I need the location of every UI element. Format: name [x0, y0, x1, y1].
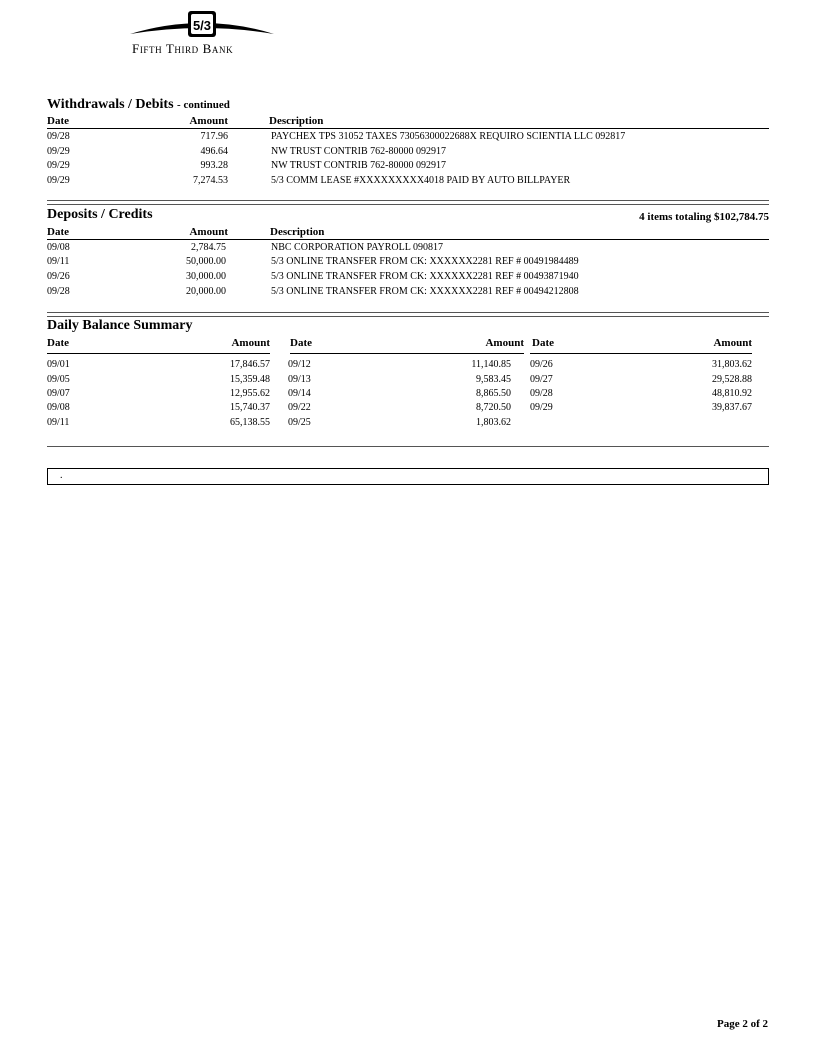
balance-date-header: Date [290, 337, 312, 349]
row-date: 09/29 [47, 175, 70, 186]
balance-amount: 1,803.62 [476, 417, 511, 428]
balance-amount: 15,359.48 [230, 374, 270, 385]
footer-message-text: . [60, 470, 63, 481]
row-amount: 50,000.00 [186, 256, 226, 267]
deposits-title: Deposits / Credits [47, 207, 153, 222]
deposits-date-header: Date [47, 226, 69, 238]
balance-date: 09/28 [530, 388, 553, 399]
withdrawals-continued: - continued [177, 99, 230, 111]
row-description: NBC CORPORATION PAYROLL 090817 [271, 242, 443, 253]
balance-date: 09/26 [530, 359, 553, 370]
balance-amount: 8,720.50 [476, 402, 511, 413]
row-amount: 717.96 [200, 131, 228, 142]
row-amount: 993.28 [200, 160, 228, 171]
deposits-description-header: Description [270, 226, 325, 238]
balance-amount: 29,528.88 [712, 374, 752, 385]
deposits-summary: 4 items totaling $102,784.75 [639, 211, 769, 223]
balance-header-rule [530, 353, 752, 354]
withdrawals-date-header: Date [47, 115, 69, 127]
balance-amount: 12,955.62 [230, 388, 270, 399]
balance-date: 09/08 [47, 402, 70, 413]
row-description: 5/3 ONLINE TRANSFER FROM CK: XXXXXX2281 REF # 00493871940 [271, 271, 579, 282]
withdrawals-title: Withdrawals / Debits - continued [47, 97, 230, 112]
balance-amount: 39,837.67 [712, 402, 752, 413]
balance-date-header: Date [532, 337, 554, 349]
row-date: 09/28 [47, 131, 70, 142]
withdrawals-description-header: Description [269, 115, 324, 127]
balance-amount: 65,138.55 [230, 417, 270, 428]
balance-date: 09/11 [47, 417, 70, 428]
row-description: 5/3 COMM LEASE #XXXXXXXXX4018 PAID BY AUTO BILLPAYER [271, 175, 571, 186]
balance-header-rule [47, 353, 270, 354]
row-description: NW TRUST CONTRIB 762-80000 092917 [271, 146, 447, 157]
section-divider [47, 446, 769, 447]
row-date: 09/26 [47, 271, 70, 282]
balance-amount: 8,865.50 [476, 388, 511, 399]
row-date: 09/11 [47, 256, 70, 267]
balance-amount: 17,846.57 [230, 359, 270, 370]
balance-header-rule [290, 353, 524, 354]
section-divider [47, 204, 769, 205]
balance-date: 09/13 [288, 374, 311, 385]
balance-date: 09/27 [530, 374, 553, 385]
balance-date: 09/22 [288, 402, 311, 413]
balance-amount-header: Amount [713, 337, 752, 349]
balance-date: 09/12 [288, 359, 311, 370]
balance-date: 09/05 [47, 374, 70, 385]
row-amount: 7,274.53 [193, 175, 228, 186]
balance-amount: 9,583.45 [476, 374, 511, 385]
row-date: 09/29 [47, 160, 70, 171]
balance-amount: 48,810.92 [712, 388, 752, 399]
row-amount: 30,000.00 [186, 271, 226, 282]
row-description: 5/3 ONLINE TRANSFER FROM CK: XXXXXX2281 REF # 00494212808 [271, 286, 579, 297]
balance-amount-header: Amount [231, 337, 270, 349]
balance-date-header: Date [47, 337, 69, 349]
row-amount: 2,784.75 [191, 242, 226, 253]
daily-balance-title: Daily Balance Summary [47, 318, 193, 333]
row-date: 09/08 [47, 242, 70, 253]
row-description: 5/3 ONLINE TRANSFER FROM CK: XXXXXX2281 REF # 00491984489 [271, 256, 579, 267]
balance-amount: 11,140.85 [471, 359, 511, 370]
section-divider [47, 312, 769, 313]
page-number: Page 2 of 2 [716, 1018, 768, 1030]
bank-logo-text: Fifth Third Bank [132, 41, 234, 56]
section-divider [47, 316, 769, 317]
balance-date: 09/01 [47, 359, 70, 370]
footer-message-box [47, 468, 769, 485]
bank-logo [128, 8, 278, 58]
row-description: PAYCHEX TPS 31052 TAXES 73056300022688X REQUIRO SCIENTIA LLC 092817 [271, 131, 626, 142]
balance-date: 09/14 [288, 388, 311, 399]
balance-date: 09/07 [47, 388, 70, 399]
balance-date: 09/25 [288, 417, 311, 428]
balance-amount-header: Amount [485, 337, 524, 349]
balance-date: 09/29 [530, 402, 553, 413]
withdrawals-header-rule [47, 128, 769, 129]
deposits-amount-header: Amount [189, 226, 228, 238]
deposits-header-rule [47, 239, 769, 240]
svg-text:5/3: 5/3 [192, 18, 212, 33]
row-date: 09/28 [47, 286, 70, 297]
row-amount: 20,000.00 [186, 286, 226, 297]
row-date: 09/29 [47, 146, 70, 157]
balance-amount: 31,803.62 [712, 359, 752, 370]
withdrawals-amount-header: Amount [189, 115, 228, 127]
section-divider [47, 200, 769, 201]
row-amount: 496.64 [200, 146, 228, 157]
row-description: NW TRUST CONTRIB 762-80000 092917 [271, 160, 447, 171]
balance-amount: 15,740.37 [230, 402, 270, 413]
